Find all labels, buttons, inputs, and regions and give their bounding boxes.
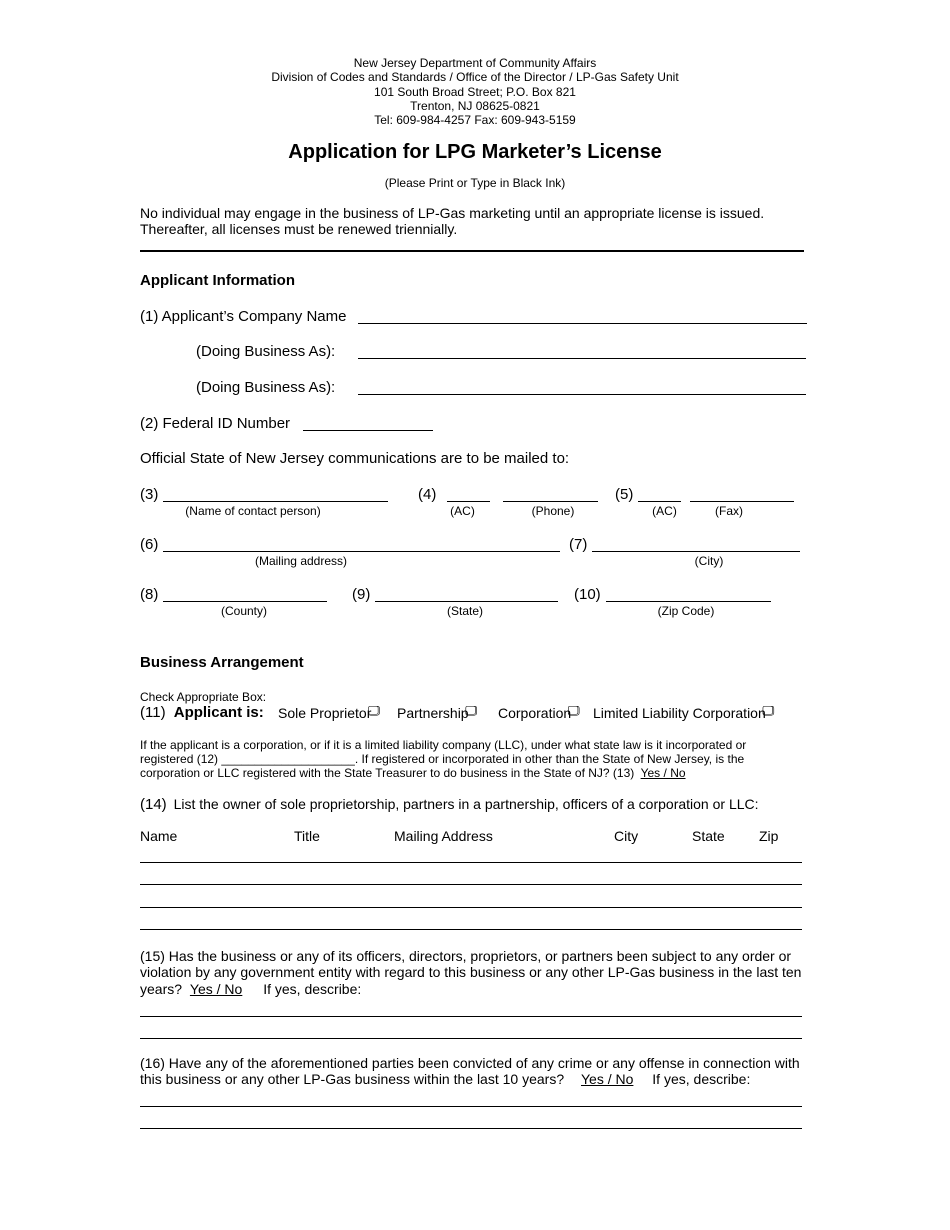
phone-field[interactable] <box>503 501 598 502</box>
field-3-number: (3) <box>140 486 159 503</box>
fax-ac-caption: (AC) <box>652 504 677 518</box>
option-label: Sole Proprietor <box>278 705 372 721</box>
agency-name: New Jersey Department of Community Affairs <box>353 56 597 70</box>
state-caption: (State) <box>446 604 483 618</box>
dba-2-label: (Doing Business As): <box>196 379 336 396</box>
option-llc[interactable] <box>593 705 770 721</box>
page-subtitle: (Please Print or Type in Black Ink) <box>384 176 566 190</box>
mailing-address-field[interactable] <box>163 551 560 552</box>
field-5-number: (5) <box>615 486 634 503</box>
q16-line-1: (16) Have any of the aforementioned parties been convicted of any crime or any offense in connection with <box>140 1055 800 1071</box>
county-field[interactable] <box>163 601 327 602</box>
q16-describe-line[interactable] <box>140 1128 802 1129</box>
col-title: Title <box>294 828 320 844</box>
q15-line-3 <box>140 981 361 997</box>
option-corporation[interactable] <box>498 705 575 721</box>
city-field[interactable] <box>592 551 800 552</box>
mailing-intro: Official State of New Jersey communications are to be mailed to: <box>140 450 570 467</box>
owner-row-line[interactable] <box>140 862 802 863</box>
state-field[interactable] <box>375 601 558 602</box>
intro-line-1: No individual may engage in the business of LP-Gas marketing until an appropriate license is issued. <box>140 205 765 221</box>
q15-describe-line[interactable] <box>140 1016 802 1017</box>
q15-years: years? <box>140 981 183 997</box>
check-box-instruction: Check Appropriate Box: <box>140 690 267 704</box>
owner-row-line[interactable] <box>140 884 802 885</box>
field-6-number: (6) <box>140 536 159 553</box>
intro-line-2: Thereafter, all licenses must be renewed triennially. <box>140 221 458 237</box>
q15-yes-no[interactable]: Yes / No <box>189 981 243 997</box>
contact-numbers: Tel: 609-984-4257 Fax: 609-943-5159 <box>374 113 576 127</box>
q13-yes-no[interactable]: Yes / No <box>640 766 686 780</box>
q14-number: (14) <box>140 796 167 813</box>
q16-question: this business or any other LP-Gas business within the last 10 years? <box>140 1071 565 1087</box>
q16-yes-no[interactable]: Yes / No <box>581 1071 634 1087</box>
corp-state-question: corporation or LLC registered with the State Treasurer to do business in the State of NJ? (13) <box>140 766 635 780</box>
q15-line-1: (15) Has the business or any of its officers, directors, proprietors, or partners been subject to any order or <box>140 948 792 964</box>
dba-1-label: (Doing Business As): <box>196 343 336 360</box>
dba-2-field[interactable] <box>358 394 806 395</box>
field-7-number: (7) <box>569 536 588 553</box>
owner-row-line[interactable] <box>140 929 802 930</box>
q14-text: List the owner of sole proprietorship, partners in a partnership, officers of a corporation or LLC: <box>173 796 759 812</box>
section-applicant-heading: Applicant Information <box>140 272 295 289</box>
field-8-number: (8) <box>140 586 159 603</box>
company-name-label: (1) Applicant’s Company Name <box>140 308 347 325</box>
fax-field[interactable] <box>690 501 794 502</box>
federal-id-field[interactable] <box>303 430 433 431</box>
q16-line-2 <box>140 1071 750 1087</box>
option-partnership[interactable] <box>397 705 473 721</box>
county-caption: (County) <box>220 604 267 618</box>
phone-ac-caption: (AC) <box>450 504 475 518</box>
corp-state-line-1: If the applicant is a corporation, or if it is a limited liability company (LLC), under what state law is it incorporated or <box>140 738 747 752</box>
phone-area-code-field[interactable] <box>447 501 490 502</box>
owner-row-line[interactable] <box>140 907 802 908</box>
field-9-number: (9) <box>352 586 371 603</box>
q16-describe-label: If yes, describe: <box>652 1071 751 1087</box>
col-city: City <box>614 828 639 844</box>
dba-1-field[interactable] <box>358 358 806 359</box>
q11-number: (11) <box>140 704 166 721</box>
zip-code-caption: (Zip Code) <box>657 604 715 618</box>
phone-caption: (Phone) <box>531 504 575 518</box>
col-state: State <box>692 828 725 844</box>
field-10-number: (10) <box>574 586 601 603</box>
division-name: Division of Codes and Standards / Office of the Director / LP-Gas Safety Unit <box>271 70 679 84</box>
corp-state-line-3 <box>140 766 686 780</box>
option-label: Limited Liability Corporation <box>593 705 766 721</box>
zip-code-field[interactable] <box>606 601 771 602</box>
corp-state-line-2: registered (12) ____________________. If registered or incorporated in other than the State of New Jersey, is the <box>140 752 745 766</box>
mailing-address-caption: (Mailing address) <box>254 554 348 568</box>
intro-divider <box>140 250 804 252</box>
contact-person-field[interactable] <box>163 501 388 502</box>
q15-line-2: violation by any government entity with regard to this business or any other LP-Gas business in the last ten <box>140 964 802 980</box>
applicant-type-row <box>140 704 264 721</box>
col-mailing-address: Mailing Address <box>394 828 493 844</box>
city-address: Trenton, NJ 08625-0821 <box>410 99 540 113</box>
applicant-is-label: Applicant is: <box>173 704 264 721</box>
fax-caption: (Fax) <box>715 504 743 518</box>
city-caption: (City) <box>694 554 724 568</box>
section-business-heading: Business Arrangement <box>140 654 304 671</box>
q15-describe-line[interactable] <box>140 1038 802 1039</box>
page-title: Application for LPG Marketer’s License <box>288 141 662 163</box>
col-name: Name <box>140 828 178 844</box>
street-address: 101 South Broad Street; P.O. Box 821 <box>374 85 576 99</box>
option-label: Corporation <box>498 705 572 721</box>
fax-area-code-field[interactable] <box>638 501 681 502</box>
federal-id-label: (2) Federal ID Number <box>140 415 291 432</box>
company-name-field[interactable] <box>358 323 807 324</box>
contact-person-caption: (Name of contact person) <box>185 504 321 518</box>
q16-describe-line[interactable] <box>140 1106 802 1107</box>
q14-row <box>140 796 759 813</box>
q15-describe-label: If yes, describe: <box>263 981 362 997</box>
option-sole-proprietor[interactable] <box>278 705 375 721</box>
col-zip: Zip <box>759 828 779 844</box>
option-label: Partnership <box>397 705 469 721</box>
field-4-number: (4) <box>418 486 437 503</box>
